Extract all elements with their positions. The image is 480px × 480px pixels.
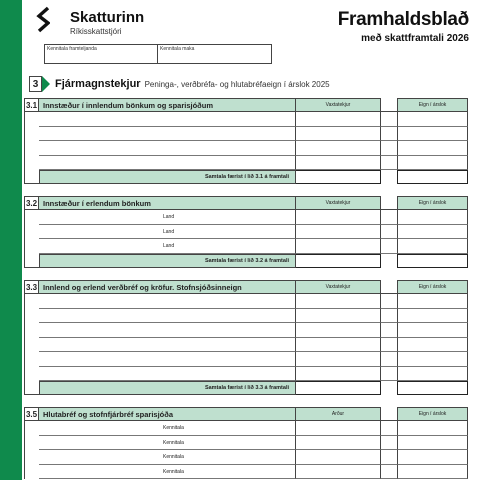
row-value-1-field[interactable] (296, 225, 381, 240)
total-label: Samtala færist í lið 3.2 á framtali (39, 254, 296, 268)
table-row (24, 309, 468, 324)
row-value-2-field[interactable] (397, 338, 468, 353)
row-description-field[interactable] (39, 127, 296, 142)
column-gap (381, 294, 397, 309)
row-description-field[interactable] (39, 156, 296, 171)
row-value-1-field[interactable] (296, 338, 381, 353)
column-gap (381, 338, 397, 353)
row-value-2-field[interactable] (397, 141, 468, 156)
row-description-field[interactable] (39, 465, 296, 480)
column-gap (381, 352, 397, 367)
side-color-bar (0, 0, 22, 480)
row-value-1-field[interactable] (296, 323, 381, 338)
row-value-1-field[interactable] (296, 210, 381, 225)
column-gap (381, 450, 397, 465)
table-3-2 (24, 196, 468, 268)
kennitala-field[interactable] (44, 44, 158, 64)
row-label: Kennitala (163, 439, 184, 446)
table-3-5 (24, 407, 468, 479)
table-row (24, 127, 468, 142)
table-row (24, 338, 468, 353)
column-gap (381, 465, 397, 480)
row-value-1-field[interactable] (296, 309, 381, 324)
column-header-1: Vaxtatekjur (296, 98, 381, 112)
column-gap (381, 98, 397, 112)
table-header (24, 196, 468, 210)
row-margin (24, 367, 39, 382)
total-value-2-field[interactable] (397, 170, 468, 184)
row-value-1-field[interactable] (296, 465, 381, 480)
row-margin (24, 156, 39, 171)
row-margin (24, 352, 39, 367)
row-description-field[interactable] (39, 112, 296, 127)
column-gap (381, 141, 397, 156)
row-description-field[interactable] (39, 225, 296, 240)
row-value-2-field[interactable] (397, 309, 468, 324)
row-margin (24, 436, 39, 451)
table-total-row (24, 381, 468, 395)
table-total-row (24, 254, 468, 268)
row-value-2-field[interactable] (397, 210, 468, 225)
row-value-1-field[interactable] (296, 352, 381, 367)
row-value-2-field[interactable] (397, 112, 468, 127)
column-gap (381, 112, 397, 127)
row-value-1-field[interactable] (296, 239, 381, 254)
row-margin (24, 309, 39, 324)
row-value-2-field[interactable] (397, 367, 468, 382)
row-margin (24, 170, 39, 184)
row-description-field[interactable] (39, 309, 296, 324)
row-label: Land (163, 228, 175, 235)
row-value-1-field[interactable] (296, 141, 381, 156)
row-margin (24, 421, 39, 436)
table-header (24, 407, 468, 421)
row-description-field[interactable] (39, 239, 296, 254)
column-gap (381, 210, 397, 225)
row-value-1-field[interactable] (296, 112, 381, 127)
column-gap (381, 156, 397, 171)
table-row (24, 112, 468, 127)
column-header-1: Vaxtatekjur (296, 196, 381, 210)
row-value-1-field[interactable] (296, 127, 381, 142)
brand-name: Skatturinn (70, 9, 145, 26)
table-label: Innstæður í innlendum bönkum og sparisjóðum (39, 98, 296, 112)
row-value-2-field[interactable] (397, 323, 468, 338)
table-row (24, 141, 468, 156)
row-margin (24, 239, 39, 254)
skatturinn-logo-icon (36, 6, 50, 36)
row-margin (24, 465, 39, 480)
kennitala-maka-field[interactable] (158, 44, 272, 64)
table-header (24, 280, 468, 294)
row-value-1-field[interactable] (296, 367, 381, 382)
table-header (24, 98, 468, 112)
brand-subtitle: Ríkisskattstjóri (70, 27, 122, 36)
total-value-2-field[interactable] (397, 254, 468, 268)
row-margin (24, 210, 39, 225)
column-gap (381, 127, 397, 142)
column-header-2: Eign í árslok (397, 407, 468, 421)
table-number: 3.3 (24, 280, 39, 294)
column-gap (381, 225, 397, 240)
row-value-2-field[interactable] (397, 156, 468, 171)
column-gap (381, 436, 397, 451)
row-value-1-field[interactable] (296, 294, 381, 309)
table-row (24, 210, 468, 225)
row-description-field[interactable] (39, 421, 296, 436)
document-title: Framhaldsblað (337, 9, 469, 30)
row-description-field[interactable] (39, 294, 296, 309)
row-label: Land (163, 243, 175, 249)
table-label: Innstæður í erlendum bönkum (39, 196, 296, 210)
section-title (55, 78, 330, 90)
table-label: Hlutabréf og stofnfjárbréf sparisjóða (39, 407, 296, 421)
row-value-2-field[interactable] (397, 294, 468, 309)
row-value-2-field[interactable] (397, 239, 468, 254)
row-value-2-field[interactable] (397, 127, 468, 142)
row-margin (24, 381, 39, 395)
table-number: 3.1 (24, 98, 39, 112)
table-row (24, 323, 468, 338)
table-row (24, 156, 468, 171)
total-value-1-field[interactable] (296, 170, 381, 184)
row-margin (24, 294, 39, 309)
column-header-1: Vaxtatekjur (296, 280, 381, 294)
row-value-2-field[interactable] (397, 421, 468, 436)
row-label: Kennitala (163, 425, 184, 431)
row-margin (24, 450, 39, 465)
table-row (24, 421, 468, 436)
column-header-2: Eign í árslok (397, 280, 468, 294)
row-value-2-field[interactable] (397, 450, 468, 465)
document-subtitle: með skattframtali 2026 (361, 33, 469, 44)
row-description-field[interactable] (39, 141, 296, 156)
row-value-1-field[interactable] (296, 450, 381, 465)
row-value-2-field[interactable] (397, 352, 468, 367)
table-number: 3.2 (24, 196, 39, 210)
row-description-field[interactable] (39, 450, 296, 465)
total-value-1-field[interactable] (296, 254, 381, 268)
row-margin (24, 338, 39, 353)
section-number: 3 (29, 76, 42, 92)
total-label: Samtala færist í lið 3.3 á framtali (39, 381, 296, 395)
row-margin (24, 225, 39, 240)
row-value-2-field[interactable] (397, 465, 468, 480)
row-label: Kennitala (163, 468, 184, 475)
row-label: Land (163, 214, 175, 220)
section-arrow-icon (42, 76, 50, 92)
row-description-field[interactable] (39, 338, 296, 353)
row-description-field[interactable] (39, 352, 296, 367)
column-header-1: Arður (296, 407, 381, 421)
row-description-field[interactable] (39, 367, 296, 382)
total-value-2-field[interactable] (397, 381, 468, 395)
section-subtitle: Peninga-, verðbréfa- og hlutabréfaeign í árslok 2025 (144, 80, 330, 89)
column-gap (381, 407, 397, 421)
row-value-1-field[interactable] (296, 436, 381, 451)
table-row (24, 294, 468, 309)
row-description-field[interactable] (39, 323, 296, 338)
table-3-3 (24, 280, 468, 395)
row-value-1-field[interactable] (296, 421, 381, 436)
row-value-2-field[interactable] (397, 225, 468, 240)
column-gap (381, 367, 397, 382)
column-gap (381, 421, 397, 436)
row-description-field[interactable] (39, 210, 296, 225)
column-header-2: Eign í árslok (397, 196, 468, 210)
column-gap (381, 323, 397, 338)
row-margin (24, 141, 39, 156)
row-margin (24, 323, 39, 338)
table-number: 3.5 (24, 407, 39, 421)
kennitala-label: Kennitala framteljanda (47, 46, 97, 52)
table-label: Innlend og erlend verðbréf og kröfur. Stofnsjóðsinneign (39, 280, 296, 294)
table-row (24, 239, 468, 254)
table-row (24, 450, 468, 465)
row-margin (24, 254, 39, 268)
table-row (24, 465, 468, 480)
column-gap (381, 280, 397, 294)
table-row (24, 225, 468, 240)
section-title-text: Fjármagnstekjur (55, 78, 141, 90)
table-row (24, 352, 468, 367)
kennitala-maka-label: Kennitala maka (160, 46, 195, 52)
column-gap (381, 196, 397, 210)
table-3-1 (24, 98, 468, 184)
total-value-1-field[interactable] (296, 381, 381, 395)
table-row (24, 367, 468, 382)
table-total-row (24, 170, 468, 184)
table-row (24, 436, 468, 451)
row-margin (24, 127, 39, 142)
total-label: Samtala færist í lið 3.1 á framtali (39, 170, 296, 184)
row-margin (24, 112, 39, 127)
column-gap (381, 239, 397, 254)
row-description-field[interactable] (39, 436, 296, 451)
column-header-2: Eign í árslok (397, 98, 468, 112)
row-value-1-field[interactable] (296, 156, 381, 171)
row-value-2-field[interactable] (397, 436, 468, 451)
column-gap (381, 309, 397, 324)
row-label: Kennitala (163, 454, 184, 460)
